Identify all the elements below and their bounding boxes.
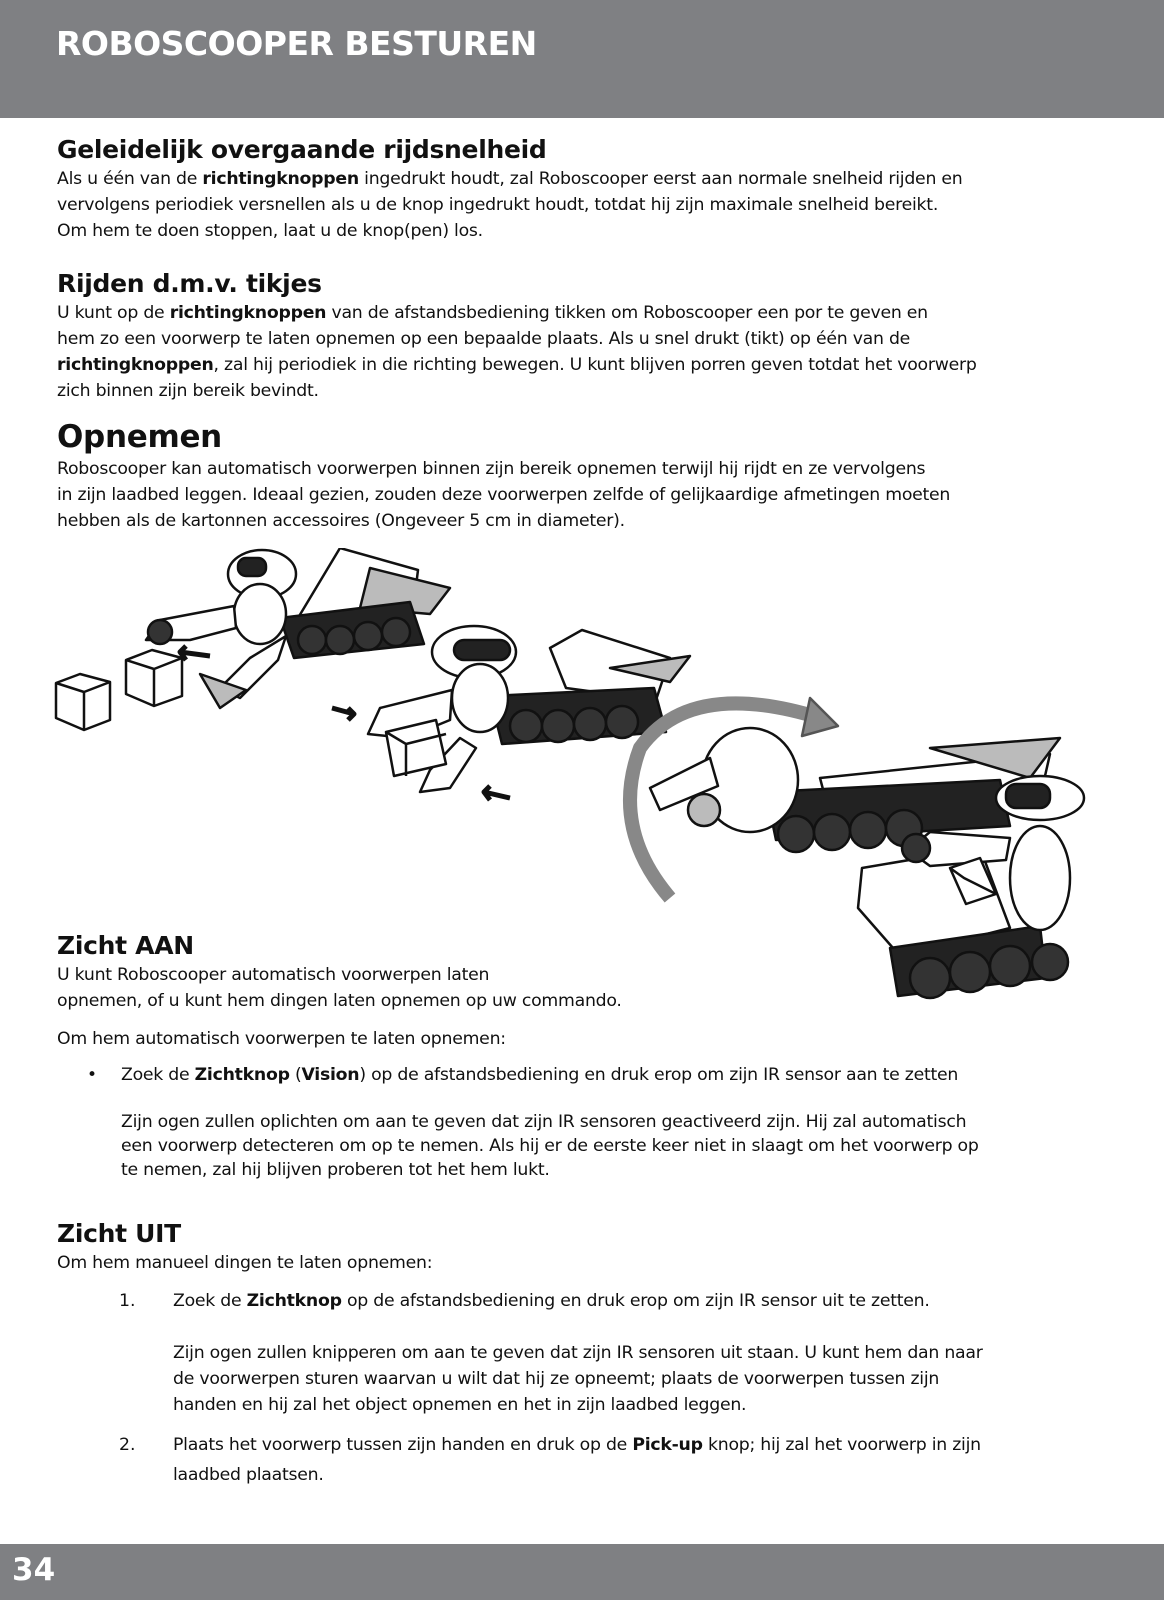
heading-speed: Geleidelijk overgaande rijdsnelheid [57,135,547,164]
paragraph-line: Als u één van de richtingknoppen ingedrukt houdt, zal Roboscooper eerst aan normale snelheid rijden en [57,169,963,189]
list-item-text: Plaats het voorwerp tussen zijn handen en druk op de Pick-up knop; hij zal het voorwerp in zijn [173,1435,981,1455]
cube-icon [126,650,182,706]
paragraph-line: de voorwerpen sturen waarvan u wilt dat hij ze opneemt; plaats de voorwerpen tussen zijn [173,1369,940,1389]
paragraph-line: te nemen, zal hij blijven proberen tot het hem lukt. [121,1160,550,1180]
list-number: 2. [119,1435,136,1455]
paragraph-line: Zijn ogen zullen oplichten om aan te geven dat zijn IR sensoren geactiveerd zijn. Hij zal automatisch [121,1112,967,1132]
section-vision-on [57,930,1117,1182]
paragraph-line: hebben als de kartonnen accessoires (Ongeveer 5 cm in diameter). [57,511,625,531]
paragraph-line: Zijn ogen zullen knipperen om aan te geven dat zijn IR sensoren uit staan. U kunt hem dan naar [173,1343,983,1363]
paragraph-line: Om hem automatisch voorwerpen te laten opnemen: [57,1029,506,1049]
cube-icon [56,674,110,730]
paragraph-line: zich binnen zijn bereik bevindt. [57,381,319,401]
paragraph-line: Roboscooper kan automatisch voorwerpen binnen zijn bereik opnemen terwijl hij rijdt en ze vervolgens [57,459,926,479]
paragraph-line: in zijn laadbed leggen. Ideaal gezien, zouden deze voorwerpen zelfde of gelijkaardige afmetingen moeten [57,485,951,505]
paragraph-line: een voorwerp detecteren om op te nemen. Als hij er de eerste keer niet in slaagt om het voorwerp op [121,1136,979,1156]
paragraph-line: Om hem te doen stoppen, laat u de knop(pen) los. [57,221,483,241]
section-tap [57,268,1107,404]
list-number: 1. [119,1291,136,1311]
robot-icon [146,548,450,708]
heading-pickup: Opnemen [57,419,222,455]
paragraph-line: vervolgens periodiek versnellen als u de knop ingedrukt houdt, totdat hij zijn maximale snelheid bereikt. [57,195,939,215]
list-item-detail [57,1110,1117,1182]
list-item [57,1288,1117,1314]
robot-icon [368,626,690,792]
list-item [57,1062,1117,1088]
footer-bar [0,1544,1164,1600]
list-item-text: Zoek de Zichtknop (Vision) op de afstandsbediening en druk erop om zijn IR sensor aan te zetten [121,1065,959,1085]
page-number: 34 [12,1552,56,1588]
section-speed [57,134,1107,244]
heading-tap: Rijden d.m.v. tikjes [57,269,322,298]
bullet-icon: • [87,1065,98,1085]
paragraph-line: U kunt op de richtingknoppen van de afstandsbediening tikken om Roboscooper een por te geven en [57,303,928,323]
paragraph-line: hem zo een voorwerp te laten opnemen op een bepaalde plaats. Als u snel drukt (tikt) op één van de [57,329,911,349]
paragraph-line: opnemen, of u kunt hem dingen laten opnemen op uw commando. [57,991,622,1011]
paragraph-line: Om hem manueel dingen te laten opnemen: [57,1253,433,1273]
heading-vision-on: Zicht AAN [57,931,194,960]
paragraph-line: richtingknoppen, zal hij periodiek in die richting bewegen. U kunt blijven porren geven totdat het voorwerp [57,355,977,375]
paragraph-line: U kunt Roboscooper automatisch voorwerpen laten [57,965,490,985]
section-pickup [57,418,1107,534]
section-vision-off [57,1218,1117,1488]
paragraph-line: handen en hij zal het object opnemen en het in zijn laadbed leggen. [173,1395,747,1415]
page-title: ROBOSCOOPER BESTUREN [56,24,537,63]
list-item-detail [57,1340,1117,1418]
list-item [57,1432,1117,1488]
list-item-text: laadbed plaatsen. [173,1465,324,1485]
header-bar [0,0,1164,118]
list-item-text: Zoek de Zichtknop op de afstandsbediening en druk erop om zijn IR sensor uit te zetten. [173,1291,930,1311]
main-content [57,134,1107,534]
heading-vision-off: Zicht UIT [57,1219,181,1248]
